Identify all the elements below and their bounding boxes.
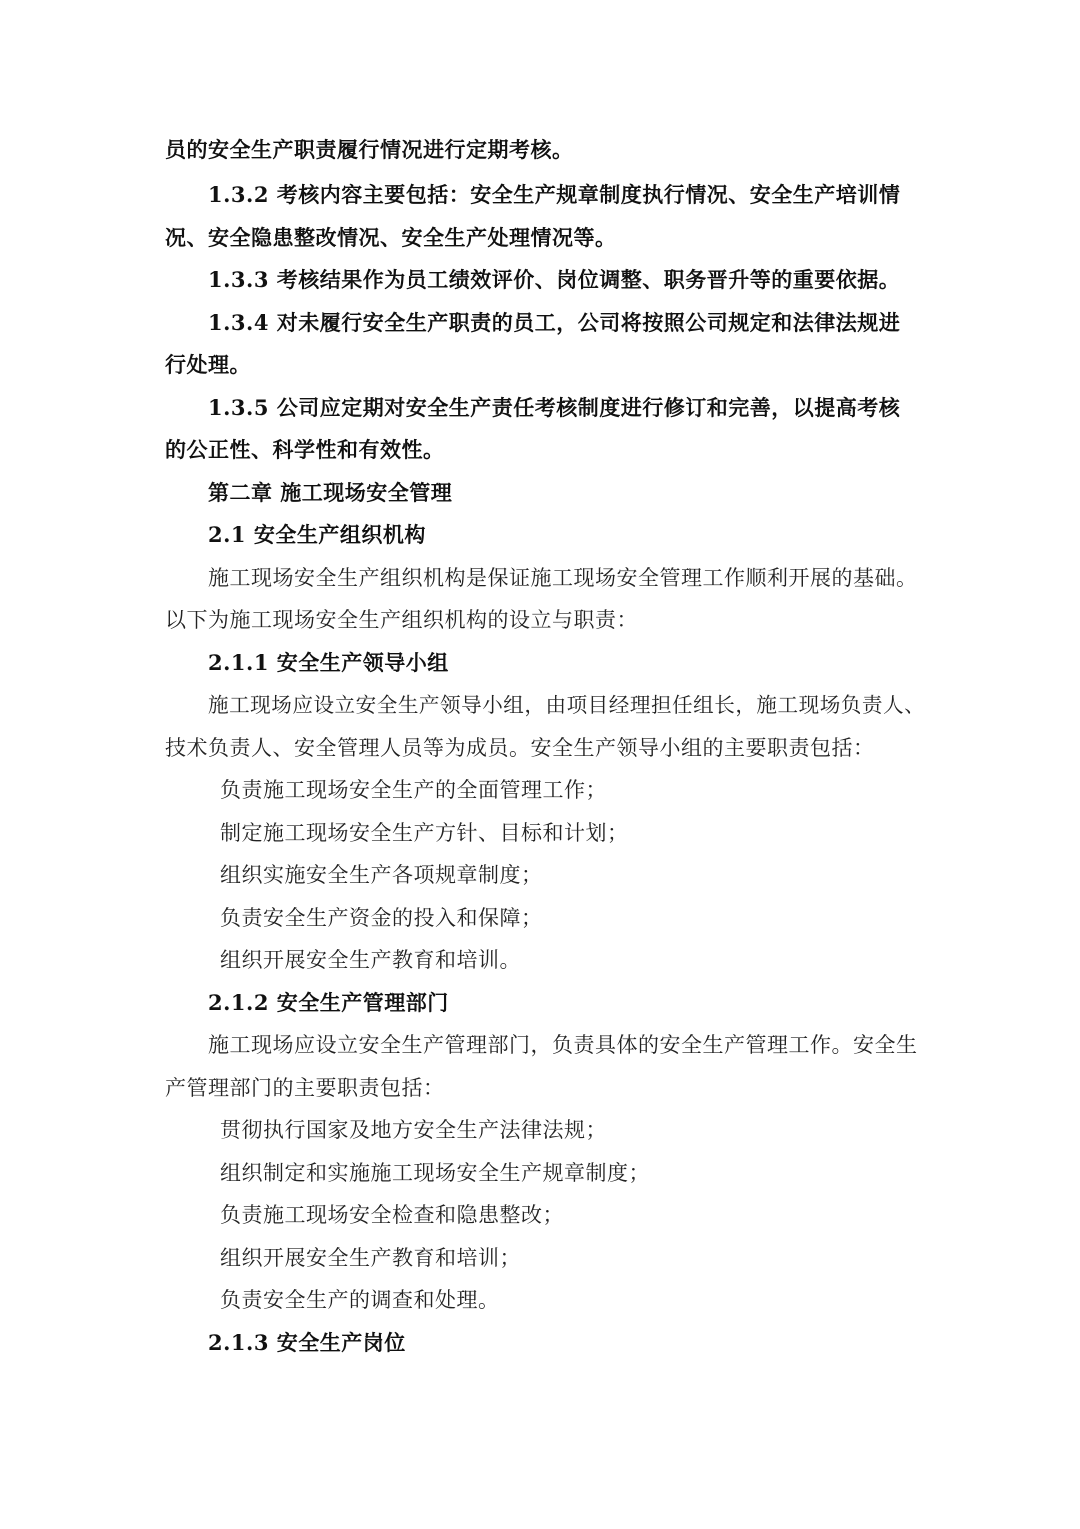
list-item: 组织开展安全生产教育和培训； — [220, 1246, 521, 1270]
text-line: 的公正性、科学性和有效性。 — [165, 437, 445, 462]
text-line: 1.3.2 考核内容主要包括：安全生产规章制度执行情况、安全生产培训情 — [208, 182, 901, 207]
list-item: 负责施工现场安全检查和隐患整改； — [220, 1203, 564, 1227]
section-heading: 2.1 安全生产组织机构 — [208, 522, 426, 547]
list-item: 负责安全生产资金的投入和保障； — [220, 906, 543, 930]
text-line: 1.3.3 考核结果作为员工绩效评价、岗位调整、职务晋升等的重要依据。 — [208, 267, 901, 292]
text-line: 以下为施工现场安全生产组织机构的设立与职责： — [165, 608, 638, 632]
list-item: 负责安全生产的调查和处理。 — [220, 1288, 500, 1312]
subsection-heading: 2.1.2 安全生产管理部门 — [208, 990, 449, 1015]
subsection-heading: 2.1.3 安全生产岗位 — [208, 1330, 406, 1355]
text-line: 技术负责人、安全管理人员等为成员。安全生产领导小组的主要职责包括： — [165, 736, 875, 760]
list-item: 组织实施安全生产各项规章制度； — [220, 863, 543, 887]
list-item: 负责施工现场安全生产的全面管理工作； — [220, 778, 607, 802]
text-line: 施工现场应设立安全生产领导小组，由项目经理担任组长，施工现场负责人、 — [208, 693, 926, 717]
chapter-heading: 第二章 施工现场安全管理 — [208, 480, 453, 505]
list-item: 组织制定和实施施工现场安全生产规章制度； — [220, 1161, 650, 1185]
text-line: 况、安全隐患整改情况、安全生产处理情况等。 — [165, 225, 617, 250]
list-item: 制定施工现场安全生产方针、目标和计划； — [220, 821, 629, 845]
text-line: 1.3.5 公司应定期对安全生产责任考核制度进行修订和完善，以提高考核 — [208, 395, 901, 420]
text-line: 施工现场安全生产组织机构是保证施工现场安全管理工作顺利开展的基础。 — [208, 566, 918, 590]
text-line: 产管理部门的主要职责包括： — [165, 1076, 445, 1100]
list-item: 组织开展安全生产教育和培训。 — [220, 948, 521, 972]
text-line: 行处理。 — [165, 352, 251, 377]
list-item: 贯彻执行国家及地方安全生产法律法规； — [220, 1118, 607, 1142]
subsection-heading: 2.1.1 安全生产领导小组 — [208, 650, 449, 675]
text-line: 1.3.4 对未履行安全生产职责的员工，公司将按照公司规定和法律法规进 — [208, 310, 901, 335]
text-line: 施工现场应设立安全生产管理部门，负责具体的安全生产管理工作。安全生 — [208, 1033, 918, 1057]
text-line: 员的安全生产职责履行情况进行定期考核。 — [165, 137, 574, 162]
